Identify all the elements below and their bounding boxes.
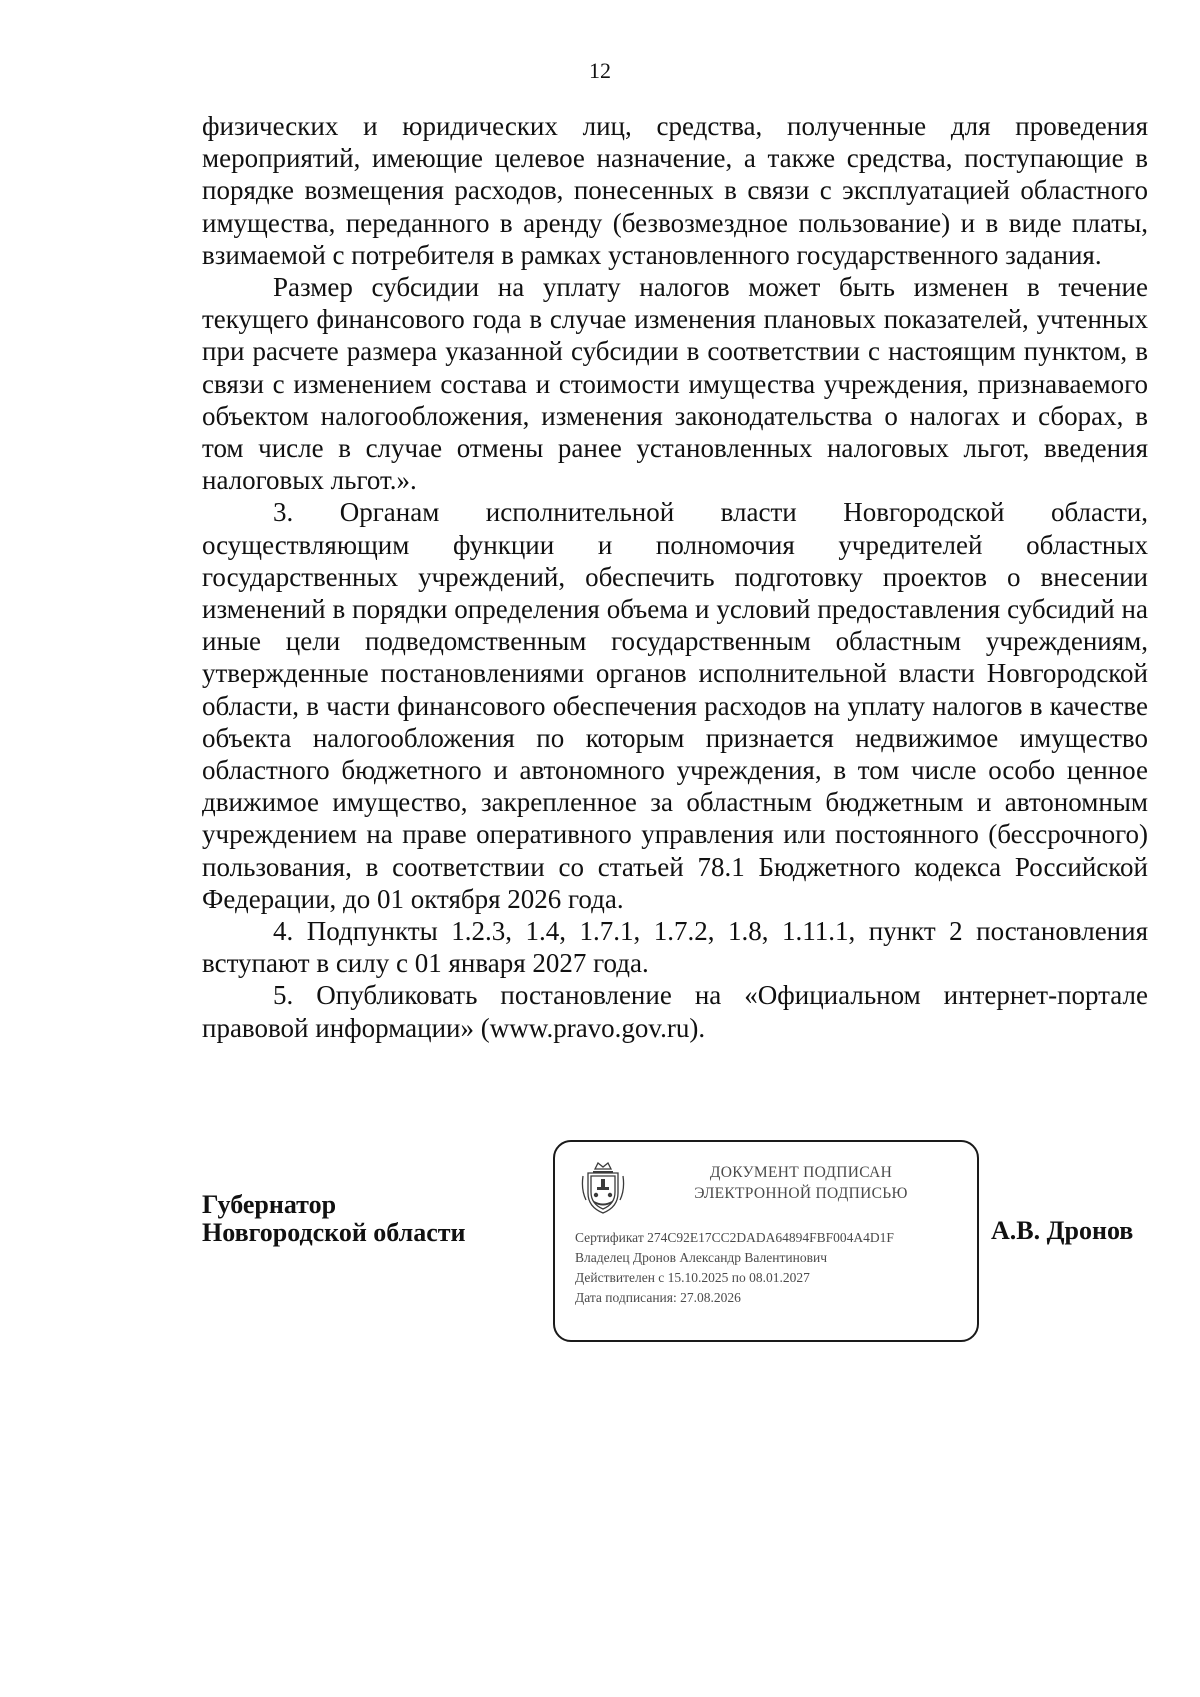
electronic-signature-stamp: [553, 1140, 979, 1342]
stamp-owner: Владелец Дронов Александр Валентинович: [575, 1250, 827, 1265]
stamp-header-line2: ЭЛЕКТРОННОЙ ПОДПИСЬЮ: [694, 1185, 908, 1202]
document-body: [202, 110, 1148, 1044]
signer-position-line1: Губернатор: [202, 1190, 337, 1219]
stamp-header-line1: ДОКУМЕНТ ПОДПИСАН: [709, 1164, 893, 1181]
signer-name: А.В. Дронов: [991, 1216, 1134, 1245]
stamp-signed-date: Дата подписания: 27.08.2026: [575, 1290, 741, 1305]
stamp-validity: Действителен с 15.10.2025 по 08.01.2027: [575, 1270, 810, 1285]
coat-of-arms-icon: [581, 1160, 625, 1216]
stamp-header: [651, 1162, 951, 1204]
signer-position: [202, 1191, 466, 1247]
paragraph-subsidy-size: Размер субсидии на уплату налогов может быть изменен в течение текущего финансового года в случае изменения плановых показателей, учтенных при расчете размера указанной субсидии в соответствии с настоящим пунктом, в связи с изменением состава и стоимости имущества учреждения, признаваемого объектом налогообложения, изменения законодательства о налогах и сборах, в том числе в случае отмены ранее установленных налоговых льгот, введения налоговых льгот.».: [202, 272, 1148, 496]
paragraph-continuation: физических и юридических лиц, средства, полученные для проведения мероприятий, имеющие целевое назначение, а также средства, поступающие в порядке возмещения расходов, понесенных в связи с эксплуатацией областного имущества, переданного в аренду (безвозмездное пользование) и в виде платы, взимаемой с потребителя в рамках установленного государственного задания.: [202, 111, 1148, 270]
stamp-certificate: Сертификат 274C92E17CC2DADA64894FBF004A4D1F: [575, 1230, 894, 1245]
paragraph-item-4: 4. Подпункты 1.2.3, 1.4, 1.7.1, 1.7.2, 1.8, 1.11.1, пункт 2 постановления вступают в силу с 01 января 2027 года.: [202, 916, 1148, 979]
signer-position-line2: Новгородской области: [202, 1218, 466, 1247]
paragraph-item-5: 5. Опубликовать постановление на «Официальном интернет-портале правовой информации» (www.pravo.gov.ru).: [202, 980, 1148, 1043]
signature-block: [0, 1140, 1200, 1360]
paragraph-item-3: 3. Органам исполнительной власти Новгородской области, осуществляющим функции и полномочия учредителей областных государственных учреждений, обеспечить подготовку проектов о внесении изменений в порядки определения объема и условий предоставления субсидий на иные цели подведомственным государственным областным учреждениям, утвержденные постановлениями органов исполнительной власти Новгородской области, в части финансового обеспечения расходов на уплату налогов в качестве объекта налогообложения по которым признается недвижимое имущество областного бюджетного и автономного учреждения, в том числе особо ценное движимое имущество, закрепленное за областным бюджетным и автономным учреждением на праве оперативного управления или постоянного (бессрочного) пользования, в соответствии со статьей 78.1 Бюджетного кодекса Российской Федерации, до 01 октября 2026 года.: [202, 497, 1148, 914]
stamp-details: [575, 1228, 894, 1308]
page-number: 12: [589, 58, 611, 83]
